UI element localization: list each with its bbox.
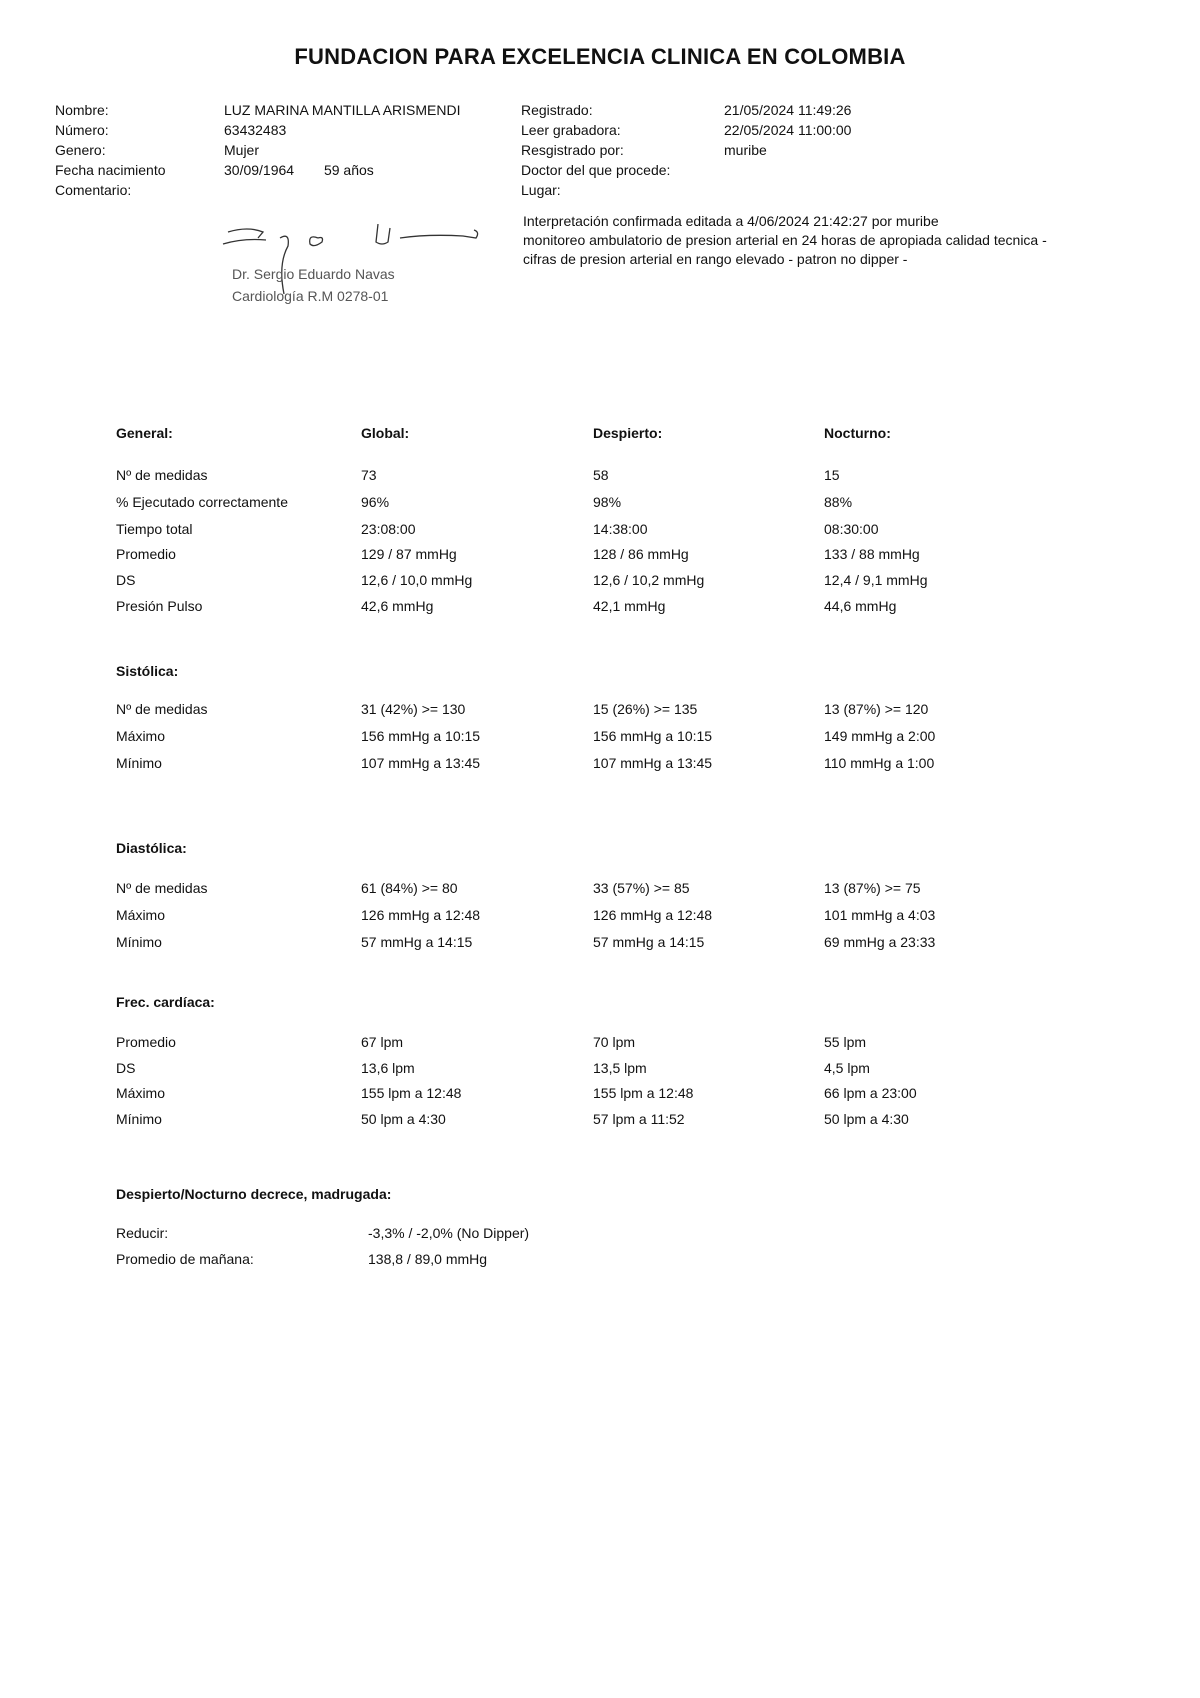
table-row-label: Nº de medidas	[116, 467, 208, 483]
section-title-diastolica: Diastólica:	[116, 840, 187, 856]
patient-number: 63432483	[224, 122, 287, 138]
section-title-frecuencia: Frec. cardíaca:	[116, 994, 215, 1010]
document-title: FUNDACION PARA EXCELENCIA CLINICA EN COLOMBIA	[294, 44, 906, 69]
table-cell: 67 lpm	[361, 1034, 404, 1050]
table-cell: 126 mmHg a 12:48	[361, 907, 481, 923]
label-lugar: Lugar:	[521, 182, 561, 198]
table-cell: 156 mmHg a 10:15	[593, 728, 713, 744]
table-cell: 13,6 lpm	[361, 1060, 415, 1076]
table-cell: 61 (84%) >= 80	[361, 880, 458, 896]
label-fecha-nacimiento: Fecha nacimiento	[55, 162, 166, 178]
interpretation	[523, 212, 1143, 269]
header-general: General:	[116, 425, 173, 441]
read-recorder-date: 22/05/2024 11:00:00	[724, 122, 852, 138]
record-values	[724, 100, 851, 160]
label-registrado-por: Resgistrado por:	[521, 142, 624, 158]
interpretation-line-2: monitoreo ambulatorio de presion arterial en 24 horas de apropiada calidad tecnica -	[523, 232, 1047, 248]
table-cell: 33 (57%) >= 85	[593, 880, 690, 896]
table-cell: 55 lpm	[824, 1034, 867, 1050]
record-labels	[521, 100, 670, 200]
table-cell: 128 / 86 mmHg	[593, 546, 689, 562]
header-nocturno: Nocturno:	[824, 425, 891, 441]
table-cell: 155 lpm a 12:48	[593, 1085, 694, 1101]
interpretation-line-1: Interpretación confirmada editada a 4/06/2024 21:42:27 por muribe	[523, 213, 939, 229]
table-cell: 101 mmHg a 4:03	[824, 907, 936, 923]
table-cell: 50 lpm a 4:30	[361, 1111, 446, 1127]
table-row-label: Mínimo	[116, 1111, 162, 1127]
label-leer-grabadora: Leer grabadora:	[521, 122, 621, 138]
table-cell: 13 (87%) >= 75	[824, 880, 921, 896]
label-comentario: Comentario:	[55, 182, 132, 198]
label-nombre: Nombre:	[55, 102, 109, 118]
table-cell: 155 lpm a 12:48	[361, 1085, 462, 1101]
table-cell: 14:38:00	[593, 521, 648, 537]
header-despierto: Despierto:	[593, 425, 663, 441]
table-row-label: Máximo	[116, 907, 166, 923]
morning-value: 138,8 / 89,0 mmHg	[368, 1251, 488, 1267]
table-cell: 4,5 lpm	[824, 1060, 870, 1076]
table-cell: 110 mmHg a 1:00	[824, 755, 935, 771]
table-row-label: DS	[116, 1060, 136, 1076]
registered-by: muribe	[724, 142, 767, 158]
table-cell: 12,4 / 9,1 mmHg	[824, 572, 928, 588]
table-cell: 107 mmHg a 13:45	[593, 755, 713, 771]
reduce-value: -3,3% / -2,0% (No Dipper)	[368, 1225, 530, 1241]
table-row-label: Promedio	[116, 546, 176, 562]
table-row-label: Tiempo total	[116, 521, 193, 537]
table-cell: 44,6 mmHg	[824, 598, 897, 614]
header-global: Global:	[361, 425, 410, 441]
patient-gender: Mujer	[224, 142, 260, 158]
table-cell: 08:30:00	[824, 521, 879, 537]
table-cell: 66 lpm a 23:00	[824, 1085, 917, 1101]
table-cell: 42,1 mmHg	[593, 598, 666, 614]
patient-age: 59 años	[323, 162, 374, 178]
table-cell: 107 mmHg a 13:45	[361, 755, 481, 771]
table-row-label: Mínimo	[116, 755, 162, 771]
table-cell: 12,6 / 10,2 mmHg	[593, 572, 705, 588]
table-cell: 149 mmHg a 2:00	[824, 728, 936, 744]
table-cell: 73	[361, 467, 377, 483]
table-row-label: Promedio	[116, 1034, 176, 1050]
label-genero: Genero:	[55, 142, 106, 158]
birth-date-value: 30/09/1964	[224, 162, 295, 178]
table-cell: 96%	[361, 494, 390, 510]
table-cell: 15 (26%) >= 135	[593, 701, 698, 717]
table-cell: 133 / 88 mmHg	[824, 546, 920, 562]
table-cell: 13,5 lpm	[593, 1060, 647, 1076]
table-row-label: Máximo	[116, 1085, 166, 1101]
table-cell: 42,6 mmHg	[361, 598, 434, 614]
reduce-label: Reducir:	[116, 1225, 169, 1241]
table-cell: 15	[824, 467, 840, 483]
table-cell: 50 lpm a 4:30	[824, 1111, 909, 1127]
table-row-label: Mínimo	[116, 934, 162, 950]
table-row-label: Nº de medidas	[116, 701, 208, 717]
table-cell: 129 / 87 mmHg	[361, 546, 457, 562]
table-cell: 69 mmHg a 23:33	[824, 934, 936, 950]
signature-name: Dr. Sergio Eduardo Navas	[232, 266, 395, 282]
registered-date: 21/05/2024 11:49:26	[724, 102, 852, 118]
patient-name: LUZ MARINA MANTILLA ARISMENDI	[224, 102, 461, 118]
table-cell: 31 (42%) >= 130	[361, 701, 466, 717]
morning-label: Promedio de mañana:	[116, 1251, 254, 1267]
section-title-sistolica: Sistólica:	[116, 663, 179, 679]
patient-labels	[55, 100, 166, 200]
table-row-label: Presión Pulso	[116, 598, 203, 614]
interpretation-line-3: cifras de presion arterial en rango elevado - patron no dipper -	[523, 251, 908, 267]
table-cell: 58	[593, 467, 609, 483]
table-cell: 98%	[593, 494, 622, 510]
table-row-label: DS	[116, 572, 136, 588]
table-cell: 13 (87%) >= 120	[824, 701, 929, 717]
table-cell: 70 lpm	[593, 1034, 636, 1050]
table-cell: 156 mmHg a 10:15	[361, 728, 481, 744]
table-cell: 57 mmHg a 14:15	[361, 934, 473, 950]
label-doctor: Doctor del que procede:	[521, 162, 671, 178]
table-cell: 88%	[824, 494, 853, 510]
label-registrado: Registrado:	[521, 102, 593, 118]
patient-values	[224, 100, 461, 180]
section-title-dipping: Despierto/Nocturno decrece, madrugada:	[116, 1186, 392, 1202]
table-row-label: % Ejecutado correctamente	[116, 494, 288, 510]
table-cell: 23:08:00	[361, 521, 416, 537]
signature-specialty: Cardiología R.M 0278-01	[232, 288, 389, 304]
label-numero: Número:	[55, 122, 109, 138]
table-cell: 57 mmHg a 14:15	[593, 934, 705, 950]
patient-birth-date	[224, 160, 461, 180]
table-row-label: Nº de medidas	[116, 880, 208, 896]
table-cell: 12,6 / 10,0 mmHg	[361, 572, 473, 588]
table-cell: 57 lpm a 11:52	[593, 1111, 685, 1127]
table-row-label: Máximo	[116, 728, 166, 744]
table-cell: 126 mmHg a 12:48	[593, 907, 713, 923]
